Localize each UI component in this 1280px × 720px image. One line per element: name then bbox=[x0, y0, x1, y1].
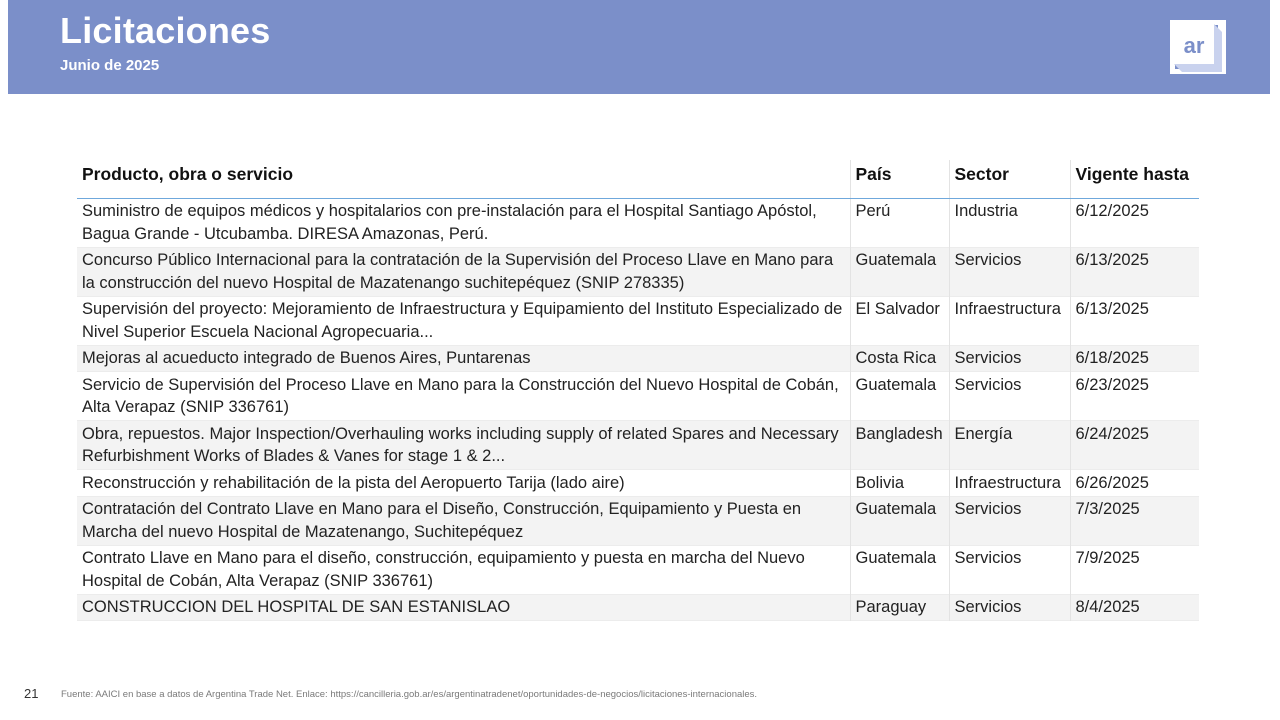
cell-date: 7/3/2025 bbox=[1070, 496, 1199, 545]
cell-product: Servicio de Supervisión del Proceso Llave en Mano para la Construcción del Nuevo Hospital de Cobán, Alta Verapaz (SNIP 336761) bbox=[82, 375, 839, 416]
cell-country: Guatemala bbox=[850, 372, 949, 421]
table-row bbox=[77, 247, 1199, 296]
table-row bbox=[77, 496, 1199, 545]
column-header-valid-until: Vigente hasta bbox=[1070, 160, 1199, 198]
cell-product: Obra, repuestos. Major Inspection/Overhauling works including supply of related Spares and Necessary Refurbishment Works of Blades & Vanes for stage 1 & 2... bbox=[77, 421, 850, 470]
cell-sector: Energía bbox=[949, 421, 1070, 470]
table-row bbox=[77, 198, 1199, 247]
cell-country: Costa Rica bbox=[850, 345, 949, 372]
cell-country: Guatemala bbox=[850, 545, 949, 594]
cell-country: Guatemala bbox=[850, 247, 949, 296]
table-row bbox=[77, 594, 1199, 621]
cell-product: Supervisión del proyecto: Mejoramiento de Infraestructura y Equipamiento del Instituto Especializado de Nivel Superior Escuela Nacional Agropecuaria... bbox=[82, 300, 843, 341]
table-row bbox=[77, 296, 1199, 345]
cell-sector: Servicios bbox=[949, 496, 1070, 545]
header-banner bbox=[8, 0, 1270, 94]
source-note: Fuente: AAICI en base a datos de Argentina Trade Net. Enlace: https://cancilleria.gob.ar/es/argentinatradenet/oportunidades-de-negocios/licitaciones-internacionales. bbox=[61, 689, 758, 700]
cell-product: Concurso Público Internacional para la contratación de la Supervisión del Proceso Llave en Mano para la construcción del nuevo Hospital de Mazatenango suchitepéquez (SNIP 278335) bbox=[77, 247, 850, 296]
table-row bbox=[77, 470, 1199, 497]
cell-country: Paraguay bbox=[850, 594, 949, 621]
table-row bbox=[77, 372, 1199, 421]
cell-country: El Salvador bbox=[850, 296, 949, 345]
cell-date: 6/13/2025 bbox=[1070, 296, 1199, 345]
cell-country: Bangladesh bbox=[850, 421, 949, 470]
cell-sector: Infraestructura bbox=[949, 296, 1070, 345]
logo-text: ar bbox=[1183, 33, 1205, 58]
ar-logo-icon bbox=[1170, 20, 1226, 74]
cell-product: Mejoras al acueducto integrado de Buenos Aires, Puntarenas bbox=[77, 345, 850, 372]
cell-sector: Infraestructura bbox=[949, 470, 1070, 497]
table-header-row bbox=[77, 160, 1199, 198]
table-row bbox=[77, 421, 1199, 470]
column-header-country: País bbox=[850, 160, 949, 198]
page-title: Licitaciones bbox=[60, 10, 271, 51]
cell-country: Perú bbox=[850, 198, 949, 247]
cell-sector: Industria bbox=[949, 198, 1070, 247]
table-row bbox=[77, 545, 1199, 594]
cell-country: Guatemala bbox=[850, 496, 949, 545]
cell-date: 7/9/2025 bbox=[1070, 545, 1199, 594]
cell-date: 6/24/2025 bbox=[1070, 421, 1199, 470]
cell-sector: Servicios bbox=[949, 594, 1070, 621]
cell-product: Contrato Llave en Mano para el diseño, construcción, equipamiento y puesta en marcha del Nuevo Hospital de Cobán, Alta Verapaz (SNIP 336761) bbox=[82, 549, 805, 590]
cell-sector: Servicios bbox=[949, 545, 1070, 594]
cell-sector: Servicios bbox=[949, 345, 1070, 372]
cell-date: 8/4/2025 bbox=[1070, 594, 1199, 621]
cell-date: 6/12/2025 bbox=[1070, 198, 1199, 247]
cell-product: Reconstrucción y rehabilitación de la pista del Aeropuerto Tarija (lado aire) bbox=[82, 473, 625, 492]
cell-product: Contratación del Contrato Llave en Mano para el Diseño, Construcción, Equipamiento y Puesta en Marcha del nuevo Hospital de Mazatenango, Suchitepéquez bbox=[77, 496, 850, 545]
column-header-sector: Sector bbox=[949, 160, 1070, 198]
table-row bbox=[77, 345, 1199, 372]
cell-product: Suministro de equipos médicos y hospitalarios con pre-instalación para el Hospital Santiago Apóstol, Bagua Grande - Utcubamba. DIRESA Amazonas, Perú. bbox=[82, 202, 817, 243]
page-number: 21 bbox=[24, 686, 39, 701]
cell-country: Bolivia bbox=[850, 470, 949, 497]
cell-date: 6/13/2025 bbox=[1070, 247, 1199, 296]
cell-sector: Servicios bbox=[949, 247, 1070, 296]
cell-date: 6/23/2025 bbox=[1070, 372, 1199, 421]
column-header-product: Producto, obra o servicio bbox=[77, 160, 850, 198]
cell-product: CONSTRUCCION DEL HOSPITAL DE SAN ESTANISLAO bbox=[77, 594, 850, 621]
cell-date: 6/18/2025 bbox=[1070, 345, 1199, 372]
tenders-table bbox=[77, 160, 1199, 621]
cell-date: 6/26/2025 bbox=[1070, 470, 1199, 497]
page-subtitle: Junio de 2025 bbox=[60, 57, 160, 74]
cell-sector: Servicios bbox=[949, 372, 1070, 421]
